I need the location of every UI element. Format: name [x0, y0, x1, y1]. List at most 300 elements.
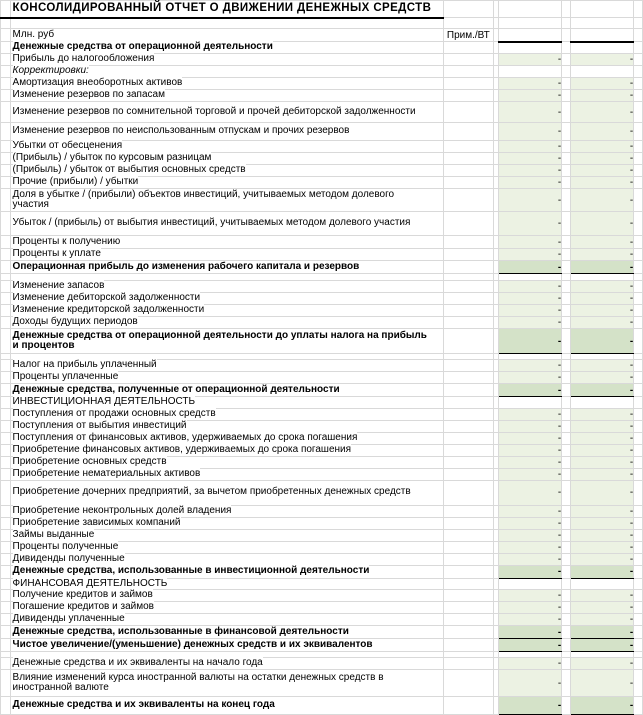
cell-rowhead-30[interactable] — [1, 408, 11, 420]
cell-rowhead-17[interactable] — [1, 249, 11, 261]
cell-rowhead-41[interactable] — [1, 553, 11, 565]
cell-label-0[interactable] — [10, 1, 443, 18]
cell-rowhead-24[interactable] — [1, 329, 11, 354]
cell-value1-14[interactable] — [499, 189, 562, 212]
cell-value2-2[interactable] — [570, 29, 633, 42]
cell-rowhead-35[interactable] — [1, 468, 11, 480]
report-title — [11, 2, 443, 15]
value-col2-text: - — [629, 194, 634, 206]
cell-label-22[interactable] — [10, 305, 443, 317]
cell-tail-34 — [634, 456, 643, 468]
cell-value2-18[interactable] — [570, 261, 633, 274]
cell-label-43[interactable] — [10, 578, 443, 590]
cell-value1-44[interactable] — [499, 590, 562, 602]
row-label — [11, 614, 433, 625]
cell-spacer-mid-8 — [562, 102, 571, 123]
cell-note-23[interactable] — [443, 317, 494, 329]
cell-rowhead-19[interactable] — [1, 274, 11, 281]
cell-label-47[interactable] — [10, 626, 443, 639]
cell-note-5[interactable] — [443, 66, 494, 78]
cell-value1-16[interactable] — [499, 236, 562, 249]
cell-label-32[interactable] — [10, 432, 443, 444]
cell-value1-50[interactable] — [499, 658, 562, 670]
cell-value2-12[interactable] — [570, 165, 633, 177]
sheet-row-26 — [1, 360, 643, 372]
cell-spacer-mid-0 — [562, 1, 571, 18]
cell-value1-46[interactable] — [499, 614, 562, 626]
cell-rowhead-14[interactable] — [1, 189, 11, 212]
cell-label-30[interactable] — [10, 408, 443, 420]
cell-note-26[interactable] — [443, 360, 494, 372]
cell-rowhead-13[interactable] — [1, 177, 11, 189]
cell-note-12[interactable] — [443, 165, 494, 177]
cell-value1-3[interactable] — [499, 42, 562, 54]
cell-value2-27[interactable] — [570, 372, 633, 384]
cell-value2-7[interactable] — [570, 90, 633, 102]
value-col2-text: - — [629, 456, 634, 468]
cell-value2-46[interactable] — [570, 614, 633, 626]
cell-note-28[interactable] — [443, 384, 494, 397]
cell-note-31[interactable] — [443, 420, 494, 432]
cell-tail-48 — [634, 639, 643, 652]
cell-value2-31[interactable] — [570, 420, 633, 432]
cell-rowhead-3[interactable] — [1, 42, 11, 54]
cell-rowhead-5[interactable] — [1, 66, 11, 78]
cell-note-7[interactable] — [443, 90, 494, 102]
cell-value1-11[interactable] — [499, 153, 562, 165]
row-label-text: Налог на прибыль уплаченный — [12, 359, 157, 371]
cell-note-39[interactable] — [443, 529, 494, 541]
cell-note-10[interactable] — [443, 141, 494, 153]
cell-rowhead-52[interactable] — [1, 697, 11, 715]
cell-label-39[interactable] — [10, 529, 443, 541]
cell-value2-40[interactable] — [570, 541, 633, 553]
cell-rowhead-50[interactable] — [1, 658, 11, 670]
cell-value1-6[interactable] — [499, 78, 562, 90]
cell-rowhead-27[interactable] — [1, 372, 11, 384]
value-col2-text: - — [629, 529, 634, 541]
cell-rowhead-36[interactable] — [1, 480, 11, 505]
cell-rowhead-2[interactable] — [1, 29, 11, 42]
cell-note-48[interactable] — [443, 639, 494, 652]
cell-rowhead-20[interactable] — [1, 281, 11, 293]
cell-label-35[interactable] — [10, 468, 443, 480]
cell-value1-21[interactable] — [499, 293, 562, 305]
cell-value2-51[interactable] — [570, 670, 633, 697]
cell-rowhead-22[interactable] — [1, 305, 11, 317]
cell-value2-3[interactable] — [570, 42, 633, 54]
cell-note-41[interactable] — [443, 553, 494, 565]
cell-value1-47[interactable] — [499, 626, 562, 639]
cell-note-42[interactable] — [443, 565, 494, 578]
cell-label-23[interactable] — [10, 317, 443, 329]
cell-rowhead-12[interactable] — [1, 165, 11, 177]
cell-label-3[interactable] — [10, 42, 443, 54]
cell-note-19[interactable] — [443, 274, 494, 281]
cell-value1-10[interactable] — [499, 141, 562, 153]
cell-value1-48[interactable] — [499, 639, 562, 652]
cell-note-27[interactable] — [443, 372, 494, 384]
cell-value2-8[interactable] — [570, 102, 633, 123]
row-label-text: Поступления от финансовых активов, удерживаемых до срока погашения — [12, 431, 358, 443]
cell-label-42[interactable] — [10, 565, 443, 578]
cell-note-45[interactable] — [443, 602, 494, 614]
cell-spacer-mid-11 — [562, 153, 571, 165]
cell-note-32[interactable] — [443, 432, 494, 444]
cell-note-35[interactable] — [443, 468, 494, 480]
cell-note-20[interactable] — [443, 281, 494, 293]
cell-tail-40 — [634, 541, 643, 553]
cell-rowhead-6[interactable] — [1, 78, 11, 90]
cell-value2-26[interactable] — [570, 360, 633, 372]
cell-rowhead-11[interactable] — [1, 153, 11, 165]
cell-note-21[interactable] — [443, 293, 494, 305]
cell-value1-1[interactable] — [499, 18, 562, 29]
cell-label-5[interactable] — [10, 66, 443, 78]
row-label — [11, 190, 433, 211]
cell-rowhead-40[interactable] — [1, 541, 11, 553]
cell-label-26[interactable] — [10, 360, 443, 372]
cell-tail-28 — [634, 384, 643, 397]
cell-value1-26[interactable] — [499, 360, 562, 372]
cell-value2-41[interactable] — [570, 553, 633, 565]
cell-label-15[interactable] — [10, 212, 443, 236]
cell-note-14[interactable] — [443, 189, 494, 212]
cell-value2-28[interactable] — [570, 384, 633, 397]
cell-note-34[interactable] — [443, 456, 494, 468]
cell-value2-30[interactable] — [570, 408, 633, 420]
cell-label-11[interactable] — [10, 153, 443, 165]
cell-label-34[interactable] — [10, 456, 443, 468]
cell-note-11[interactable] — [443, 153, 494, 165]
cell-value1-34[interactable] — [499, 456, 562, 468]
cell-value1-13[interactable] — [499, 177, 562, 189]
cell-value1-35[interactable] — [499, 468, 562, 480]
row-label — [11, 658, 433, 669]
cell-tail-45 — [634, 602, 643, 614]
cell-value2-36[interactable] — [570, 480, 633, 505]
cell-value2-17[interactable] — [570, 249, 633, 261]
cell-rowhead-8[interactable] — [1, 102, 11, 123]
cell-note-38[interactable] — [443, 517, 494, 529]
sheet-row-32 — [1, 432, 643, 444]
cell-value1-18[interactable] — [499, 261, 562, 274]
cell-note-47[interactable] — [443, 626, 494, 639]
cell-value1-5[interactable] — [499, 66, 562, 78]
cell-label-4[interactable] — [10, 54, 443, 66]
cell-value2-42[interactable] — [570, 565, 633, 578]
cell-label-46[interactable] — [10, 614, 443, 626]
cell-rowhead-46[interactable] — [1, 614, 11, 626]
cell-value2-20[interactable] — [570, 281, 633, 293]
cell-rowhead-39[interactable] — [1, 529, 11, 541]
cell-label-18[interactable] — [10, 261, 443, 274]
cell-rowhead-29[interactable] — [1, 397, 11, 409]
cell-value1-9[interactable] — [499, 123, 562, 141]
cell-rowhead-37[interactable] — [1, 505, 11, 517]
cell-label-2[interactable] — [10, 29, 443, 42]
cell-rowhead-38[interactable] — [1, 517, 11, 529]
cell-note-37[interactable] — [443, 505, 494, 517]
cell-value2-43[interactable] — [570, 578, 633, 590]
cell-label-48[interactable] — [10, 639, 443, 652]
cell-value2-16[interactable] — [570, 236, 633, 249]
cell-value1-42[interactable] — [499, 565, 562, 578]
value-col1-text: - — [557, 218, 562, 229]
cell-value1-2[interactable] — [499, 29, 562, 42]
cell-label-10[interactable] — [10, 141, 443, 153]
cell-value2-24[interactable] — [570, 329, 633, 354]
cell-note-18[interactable] — [443, 261, 494, 274]
cell-label-21[interactable] — [10, 293, 443, 305]
cell-rowhead-28[interactable] — [1, 384, 11, 397]
cell-note-36[interactable] — [443, 480, 494, 505]
cell-label-50[interactable] — [10, 658, 443, 670]
row-label-text: Займы выданные — [12, 528, 95, 540]
cell-value1-39[interactable] — [499, 529, 562, 541]
cell-rowhead-7[interactable] — [1, 90, 11, 102]
cell-label-41[interactable] — [10, 553, 443, 565]
cell-note-17[interactable] — [443, 249, 494, 261]
cell-tail-32 — [634, 432, 643, 444]
cell-value2-1[interactable] — [570, 18, 633, 29]
row-label — [11, 305, 433, 316]
cell-value2-22[interactable] — [570, 305, 633, 317]
cell-label-29[interactable] — [10, 397, 443, 409]
cell-tail-29 — [634, 397, 643, 409]
cell-value2-9[interactable] — [570, 123, 633, 141]
cell-value1-45[interactable] — [499, 602, 562, 614]
cell-label-7[interactable] — [10, 90, 443, 102]
cell-value1-12[interactable] — [499, 165, 562, 177]
cell-label-9[interactable] — [10, 123, 443, 141]
cell-label-6[interactable] — [10, 78, 443, 90]
cell-value1-32[interactable] — [499, 432, 562, 444]
value-col1-text: - — [557, 78, 562, 89]
cell-value1-27[interactable] — [499, 372, 562, 384]
cell-rowhead-48[interactable] — [1, 639, 11, 652]
cell-label-1[interactable] — [10, 18, 443, 29]
cell-label-17[interactable] — [10, 249, 443, 261]
cell-note-6[interactable] — [443, 78, 494, 90]
cell-note-8[interactable] — [443, 102, 494, 123]
cell-value2-37[interactable] — [570, 505, 633, 517]
cell-value2-6[interactable] — [570, 78, 633, 90]
cell-value2-50[interactable] — [570, 658, 633, 670]
cell-label-24[interactable] — [10, 329, 443, 354]
value-col2-text: - — [629, 317, 634, 328]
sheet-row-0 — [1, 1, 643, 18]
cell-note-1[interactable] — [443, 18, 494, 29]
cell-rowhead-18[interactable] — [1, 261, 11, 274]
cell-value1-29[interactable] — [499, 397, 562, 409]
cell-label-45[interactable] — [10, 602, 443, 614]
cell-rowhead-23[interactable] — [1, 317, 11, 329]
cell-note-44[interactable] — [443, 590, 494, 602]
value-col2-text: - — [629, 106, 634, 118]
sheet-row-3 — [1, 42, 643, 54]
cell-value2-13[interactable] — [570, 177, 633, 189]
cell-rowhead-21[interactable] — [1, 293, 11, 305]
cell-label-38[interactable] — [10, 517, 443, 529]
cell-note-2[interactable] — [443, 29, 494, 42]
cell-label-20[interactable] — [10, 281, 443, 293]
row-label — [11, 78, 433, 89]
cell-value1-30[interactable] — [499, 408, 562, 420]
cell-value1-8[interactable] — [499, 102, 562, 123]
cell-label-16[interactable] — [10, 236, 443, 249]
value-col1-text: - — [557, 626, 562, 638]
cell-rowhead-0[interactable] — [1, 1, 11, 18]
cell-label-14[interactable] — [10, 189, 443, 212]
cell-value2-4[interactable] — [570, 54, 633, 66]
cell-rowhead-33[interactable] — [1, 444, 11, 456]
cell-rowhead-44[interactable] — [1, 590, 11, 602]
cell-value2-44[interactable] — [570, 590, 633, 602]
cell-value1-36[interactable] — [499, 480, 562, 505]
row-label-text: ФИНАНСОВАЯ ДЕЯТЕЛЬНОСТЬ — [12, 577, 168, 589]
cell-value1-15[interactable] — [499, 212, 562, 236]
cell-rowhead-26[interactable] — [1, 360, 11, 372]
cell-value2-32[interactable] — [570, 432, 633, 444]
row-label-text: Корректировки: — [12, 65, 89, 77]
cell-note-13[interactable] — [443, 177, 494, 189]
cell-rowhead-51[interactable] — [1, 670, 11, 697]
cell-value2-23[interactable] — [570, 317, 633, 329]
cell-label-12[interactable] — [10, 165, 443, 177]
value-col1-text: - — [557, 566, 562, 577]
cell-value2-45[interactable] — [570, 602, 633, 614]
cell-rowhead-15[interactable] — [1, 212, 11, 236]
cell-value1-33[interactable] — [499, 444, 562, 456]
cell-value2-15[interactable] — [570, 212, 633, 236]
value-col2-text: - — [629, 153, 634, 164]
cell-label-37[interactable] — [10, 505, 443, 517]
cell-value2-11[interactable] — [570, 153, 633, 165]
cell-note-24[interactable] — [443, 329, 494, 354]
sheet-row-42 — [1, 565, 643, 578]
cell-note-22[interactable] — [443, 305, 494, 317]
cell-value2-10[interactable] — [570, 141, 633, 153]
cell-rowhead-32[interactable] — [1, 432, 11, 444]
cell-rowhead-16[interactable] — [1, 236, 11, 249]
cell-note-33[interactable] — [443, 444, 494, 456]
cell-label-13[interactable] — [10, 177, 443, 189]
cell-value1-7[interactable] — [499, 90, 562, 102]
cell-note-52[interactable] — [443, 697, 494, 715]
sheet-row-51 — [1, 670, 643, 697]
cell-value1-40[interactable] — [499, 541, 562, 553]
cell-spacer-mid-43 — [562, 578, 571, 590]
cell-value2-48[interactable] — [570, 639, 633, 652]
cell-value2-21[interactable] — [570, 293, 633, 305]
sheet-row-4 — [1, 54, 643, 66]
cell-value2-0[interactable] — [570, 1, 633, 18]
cell-value1-24[interactable] — [499, 329, 562, 354]
value-col1-text: - — [557, 305, 562, 316]
cell-value2-14[interactable] — [570, 189, 633, 212]
cell-value2-47[interactable] — [570, 626, 633, 639]
cell-value1-43[interactable] — [499, 578, 562, 590]
cell-label-8[interactable] — [10, 102, 443, 123]
cell-value1-28[interactable] — [499, 384, 562, 397]
cell-label-36[interactable] — [10, 480, 443, 505]
row-label — [11, 421, 433, 432]
cell-value1-51[interactable] — [499, 670, 562, 697]
cell-rowhead-34[interactable] — [1, 456, 11, 468]
cell-note-51[interactable] — [443, 670, 494, 697]
cell-rowhead-31[interactable] — [1, 420, 11, 432]
cell-value1-38[interactable] — [499, 517, 562, 529]
cell-note-30[interactable] — [443, 408, 494, 420]
cell-value1-31[interactable] — [499, 420, 562, 432]
cell-label-40[interactable] — [10, 541, 443, 553]
cell-value1-41[interactable] — [499, 553, 562, 565]
cell-value2-5[interactable] — [570, 66, 633, 78]
cell-value2-33[interactable] — [570, 444, 633, 456]
cell-rowhead-45[interactable] — [1, 602, 11, 614]
cell-value1-20[interactable] — [499, 281, 562, 293]
cell-rowhead-43[interactable] — [1, 578, 11, 590]
cell-label-52[interactable] — [10, 697, 443, 715]
cell-rowhead-4[interactable] — [1, 54, 11, 66]
sheet-row-47 — [1, 626, 643, 639]
cell-value2-39[interactable] — [570, 529, 633, 541]
cell-rowhead-47[interactable] — [1, 626, 11, 639]
cell-value1-19[interactable] — [499, 274, 562, 281]
cell-rowhead-10[interactable] — [1, 141, 11, 153]
cell-value2-19[interactable] — [570, 274, 633, 281]
cell-value2-52[interactable] — [570, 697, 633, 715]
cell-rowhead-42[interactable] — [1, 565, 11, 578]
cell-note-40[interactable] — [443, 541, 494, 553]
cell-note-0[interactable] — [443, 1, 494, 18]
cell-note-46[interactable] — [443, 614, 494, 626]
sheet-row-36 — [1, 480, 643, 505]
cell-value1-37[interactable] — [499, 505, 562, 517]
cell-value1-52[interactable] — [499, 697, 562, 715]
cell-note-43[interactable] — [443, 578, 494, 590]
cell-value2-34[interactable] — [570, 456, 633, 468]
cell-label-51[interactable] — [10, 670, 443, 697]
cell-note-9[interactable] — [443, 123, 494, 141]
cell-label-31[interactable] — [10, 420, 443, 432]
cell-spacer-mid-4 — [562, 54, 571, 66]
cell-value1-17[interactable] — [499, 249, 562, 261]
cell-value2-35[interactable] — [570, 468, 633, 480]
cell-note-16[interactable] — [443, 236, 494, 249]
cell-label-28[interactable] — [10, 384, 443, 397]
cell-rowhead-9[interactable] — [1, 123, 11, 141]
cell-note-29[interactable] — [443, 397, 494, 409]
cell-rowhead-1[interactable] — [1, 18, 11, 29]
cell-value2-29[interactable] — [570, 397, 633, 409]
cell-note-3[interactable] — [443, 42, 494, 54]
cell-label-44[interactable] — [10, 590, 443, 602]
cell-value1-22[interactable] — [499, 305, 562, 317]
cell-value1-0[interactable] — [499, 1, 562, 18]
cell-note-4[interactable] — [443, 54, 494, 66]
cell-value1-23[interactable] — [499, 317, 562, 329]
value-col2-text: - — [629, 384, 634, 396]
sheet-row-11 — [1, 153, 643, 165]
cell-label-27[interactable] — [10, 372, 443, 384]
cell-note-15[interactable] — [443, 212, 494, 236]
cell-note-50[interactable] — [443, 658, 494, 670]
cell-value2-38[interactable] — [570, 517, 633, 529]
cell-label-33[interactable] — [10, 444, 443, 456]
cell-value1-4[interactable] — [499, 54, 562, 66]
